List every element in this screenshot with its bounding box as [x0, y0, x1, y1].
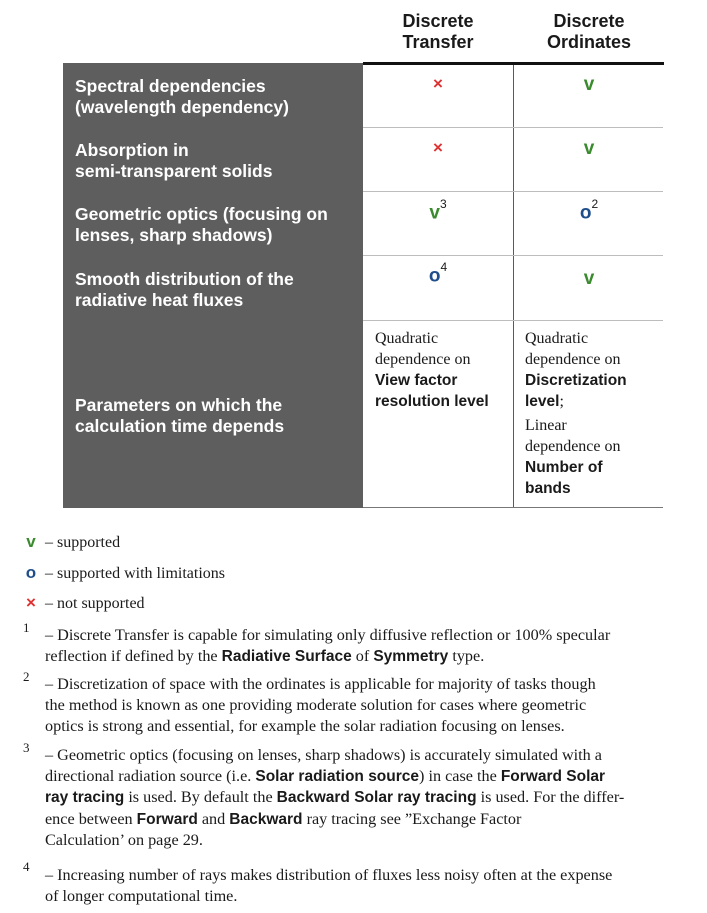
- footnote-line: the method is known as one providing moderate solution for cases where geometric: [45, 696, 587, 715]
- check-icon: v: [583, 268, 595, 289]
- footnote-line: optics is strong and essential, for example the solar radiation focusing on lenses.: [45, 717, 565, 736]
- cell-line: Linear: [525, 417, 567, 434]
- term: Forward Solar: [500, 768, 606, 786]
- term: Forward: [136, 810, 198, 828]
- circle-icon: o: [25, 563, 37, 582]
- cell-bold-line: resolution level: [375, 393, 489, 410]
- footnote-2: [45, 674, 705, 738]
- footnote-number: 3: [23, 740, 30, 755]
- row-label-absorption: [75, 140, 360, 181]
- term: Radiative Surface: [221, 648, 352, 666]
- circle-icon-with-note: [363, 260, 513, 287]
- row-label-line: calculation time depends: [75, 415, 285, 436]
- footnote-line: [45, 787, 705, 808]
- footnote-line: [45, 766, 705, 787]
- cross-icon: ×: [433, 138, 443, 157]
- footnote-number: 1: [23, 620, 30, 635]
- cell-punct: ;: [559, 393, 564, 410]
- cell-bold-line: Discretization: [525, 372, 627, 389]
- cell-do-parameters: [525, 328, 627, 499]
- row-label-line: Parameters on which the: [75, 395, 283, 415]
- term: ray tracing: [45, 789, 125, 807]
- term: Symmetry: [373, 648, 449, 666]
- row-label-line: Smooth distribution of the: [75, 269, 294, 289]
- cell-bold-line: View factor: [375, 372, 458, 389]
- cell-line: dependence on: [525, 438, 621, 455]
- legend-not-supported: – not supported: [45, 595, 145, 612]
- footnote-line: – Discrete Transfer is capable for simulating only diffusive reflection or 100% specular: [45, 626, 611, 644]
- circle-icon: o: [579, 202, 592, 224]
- column-header-line: Ordinates: [546, 32, 632, 52]
- row-divider: [363, 320, 663, 321]
- row-label-line: (wavelength dependency): [75, 96, 289, 117]
- row-label-line: lenses, sharp shadows): [75, 224, 273, 245]
- footnote-line: [45, 646, 705, 667]
- footnote-line: of longer computational time.: [45, 887, 238, 906]
- footnote-4: [45, 865, 705, 907]
- text-run: of: [351, 647, 374, 666]
- column-header-line: Discrete: [402, 11, 474, 31]
- cell-line: Quadratic: [525, 330, 589, 347]
- footnote-ref: 3: [439, 197, 447, 211]
- term: Solar radiation source: [255, 768, 420, 786]
- text-run: directional radiation source (i.e.: [45, 767, 256, 786]
- circle-icon: o: [428, 265, 441, 287]
- term: Backward Solar ray tracing: [276, 789, 477, 807]
- row-divider: [363, 191, 663, 192]
- row-label-geometric-optics: [75, 204, 360, 245]
- row-label-line: Geometric optics (focusing on: [75, 204, 328, 224]
- text-run: reflection if defined by the: [45, 647, 222, 666]
- text-run: ) in case the: [419, 767, 501, 786]
- footnote-ref: 2: [591, 197, 599, 211]
- check-icon: v: [429, 202, 440, 224]
- footnote-3: [45, 745, 705, 851]
- legend-supported: – supported: [45, 534, 121, 551]
- cell-bold-line: bands: [525, 480, 571, 497]
- footnote-1: [45, 625, 705, 667]
- row-label-parameters: [75, 395, 360, 436]
- footnote-line: – Discretization of space with the ordinates is applicable for majority of tasks though: [45, 675, 596, 693]
- row-label-line: radiative heat fluxes: [75, 289, 244, 310]
- row-label-line: semi-transparent solids: [75, 160, 273, 181]
- row-divider: [363, 127, 663, 128]
- cross-icon: ×: [26, 593, 36, 612]
- column-header-line: Discrete: [553, 11, 625, 31]
- text-run: type.: [448, 647, 485, 666]
- cell-line: dependence on: [375, 351, 471, 368]
- term: Backward: [229, 810, 303, 828]
- row-divider: [363, 255, 663, 256]
- check-icon: v: [26, 532, 36, 551]
- text-run: is used. By default the: [124, 788, 277, 807]
- cell-line: dependence on: [525, 351, 621, 368]
- row-label-spectral: [75, 76, 360, 117]
- cross-icon: ×: [433, 74, 443, 93]
- check-icon: v: [583, 138, 595, 159]
- cell-bold-line: level: [525, 393, 560, 410]
- footnote-line: – Increasing number of rays makes distribution of fluxes less noisy often at the expense: [45, 866, 613, 884]
- text-run: and: [197, 809, 230, 828]
- check-icon: v: [583, 74, 595, 95]
- row-label-line: Spectral dependencies: [75, 76, 266, 96]
- cell-line: Quadratic: [375, 330, 439, 347]
- circle-icon-with-note: [514, 197, 664, 224]
- column-header-discrete-ordinates: [514, 11, 664, 53]
- footnote-line: [45, 809, 705, 830]
- check-icon-with-note: [363, 197, 513, 224]
- text-run: ray tracing see ”Exchange Factor: [302, 809, 522, 828]
- row-label-line: Absorption in: [75, 140, 189, 160]
- text-run: ence between: [45, 809, 137, 828]
- footnote-number: 4: [23, 859, 30, 874]
- row-label-smooth-distribution: [75, 269, 360, 310]
- table-bottom-rule: [363, 507, 663, 508]
- legend-limited: – supported with limitations: [45, 565, 225, 582]
- footnote-number: 2: [23, 669, 30, 684]
- column-header-discrete-transfer: [363, 11, 513, 53]
- cell-dt-parameters: [375, 328, 489, 412]
- footnote-line: – Geometric optics (focusing on lenses, sharp shadows) is accurately simulated with a: [45, 746, 602, 764]
- text-run: is used. For the differ-: [476, 788, 625, 807]
- cell-bold-line: Number of: [525, 459, 603, 476]
- column-header-line: Transfer: [402, 32, 474, 52]
- footnote-ref: 4: [440, 260, 448, 274]
- footnote-line: Calculation’ on page 29.: [45, 830, 203, 849]
